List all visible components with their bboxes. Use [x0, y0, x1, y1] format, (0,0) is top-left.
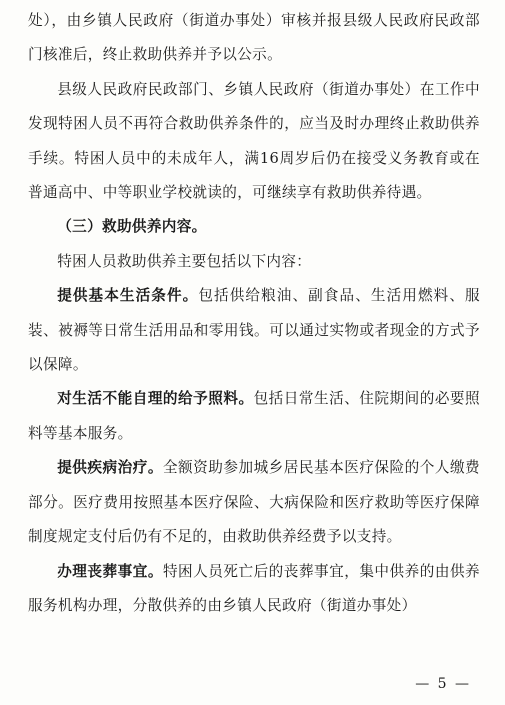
paragraph-1: [28, 4, 480, 73]
document-body: [28, 4, 480, 623]
section-heading-text: （三）救助供养内容。: [57, 218, 207, 236]
paragraph-text: 包括日常生活、住院期间的必要照料等基本服务。: [28, 390, 480, 442]
paragraph-care: [28, 382, 480, 451]
paragraph-2: [28, 73, 480, 211]
paragraph-intro: [28, 245, 480, 279]
paragraph-text: 特困人员死亡后的丧葬事宜，集中供养的由供养服务机构办理，分散供养的由乡镇人民政府（街道办事处）: [28, 562, 480, 614]
paragraph-text: 处），由乡镇人民政府（街道办事处）审核并报县级人民政府民政部门核准后，终止救助供养并予以公示。: [28, 12, 480, 64]
paragraph-living-conditions: [28, 279, 480, 382]
paragraph-lead: 对生活不能自理的给予照料。: [57, 390, 254, 408]
paragraph-lead: 提供疾病治疗。: [57, 459, 163, 477]
paragraph-text: 县级人民政府民政部门、乡镇人民政府（街道办事处）在工作中发现特困人员不再符合救助供养条件的，应当及时办理终止救助供养手续。特困人员中的未成年人，满16周岁后仍在接受义务教育或在普通高中、中等职业学校就读的，可继续享有救助供养待遇。: [28, 80, 480, 202]
page-number: — 5 —: [415, 676, 471, 692]
paragraph-funeral: [28, 555, 480, 624]
paragraph-lead: 办理丧葬事宜。: [57, 562, 163, 580]
paragraph-text: 特困人员救助供养主要包括以下内容：: [57, 252, 312, 270]
paragraph-lead: 提供基本生活条件。: [57, 287, 199, 305]
paragraph-text: 包括供给粮油、副食品、生活用燃料、服装、被褥等日常生活用品和零用钱。可以通过实物或者现金的方式予以保障。: [28, 287, 480, 374]
section-heading: [28, 210, 480, 244]
paragraph-text: 全额资助参加城乡居民基本医疗保险的个人缴费部分。医疗费用按照基本医疗保险、大病保险和医疗救助等医疗保障制度规定支付后仍有不足的，由救助供养经费予以支持。: [28, 459, 480, 546]
paragraph-medical: [28, 451, 480, 554]
